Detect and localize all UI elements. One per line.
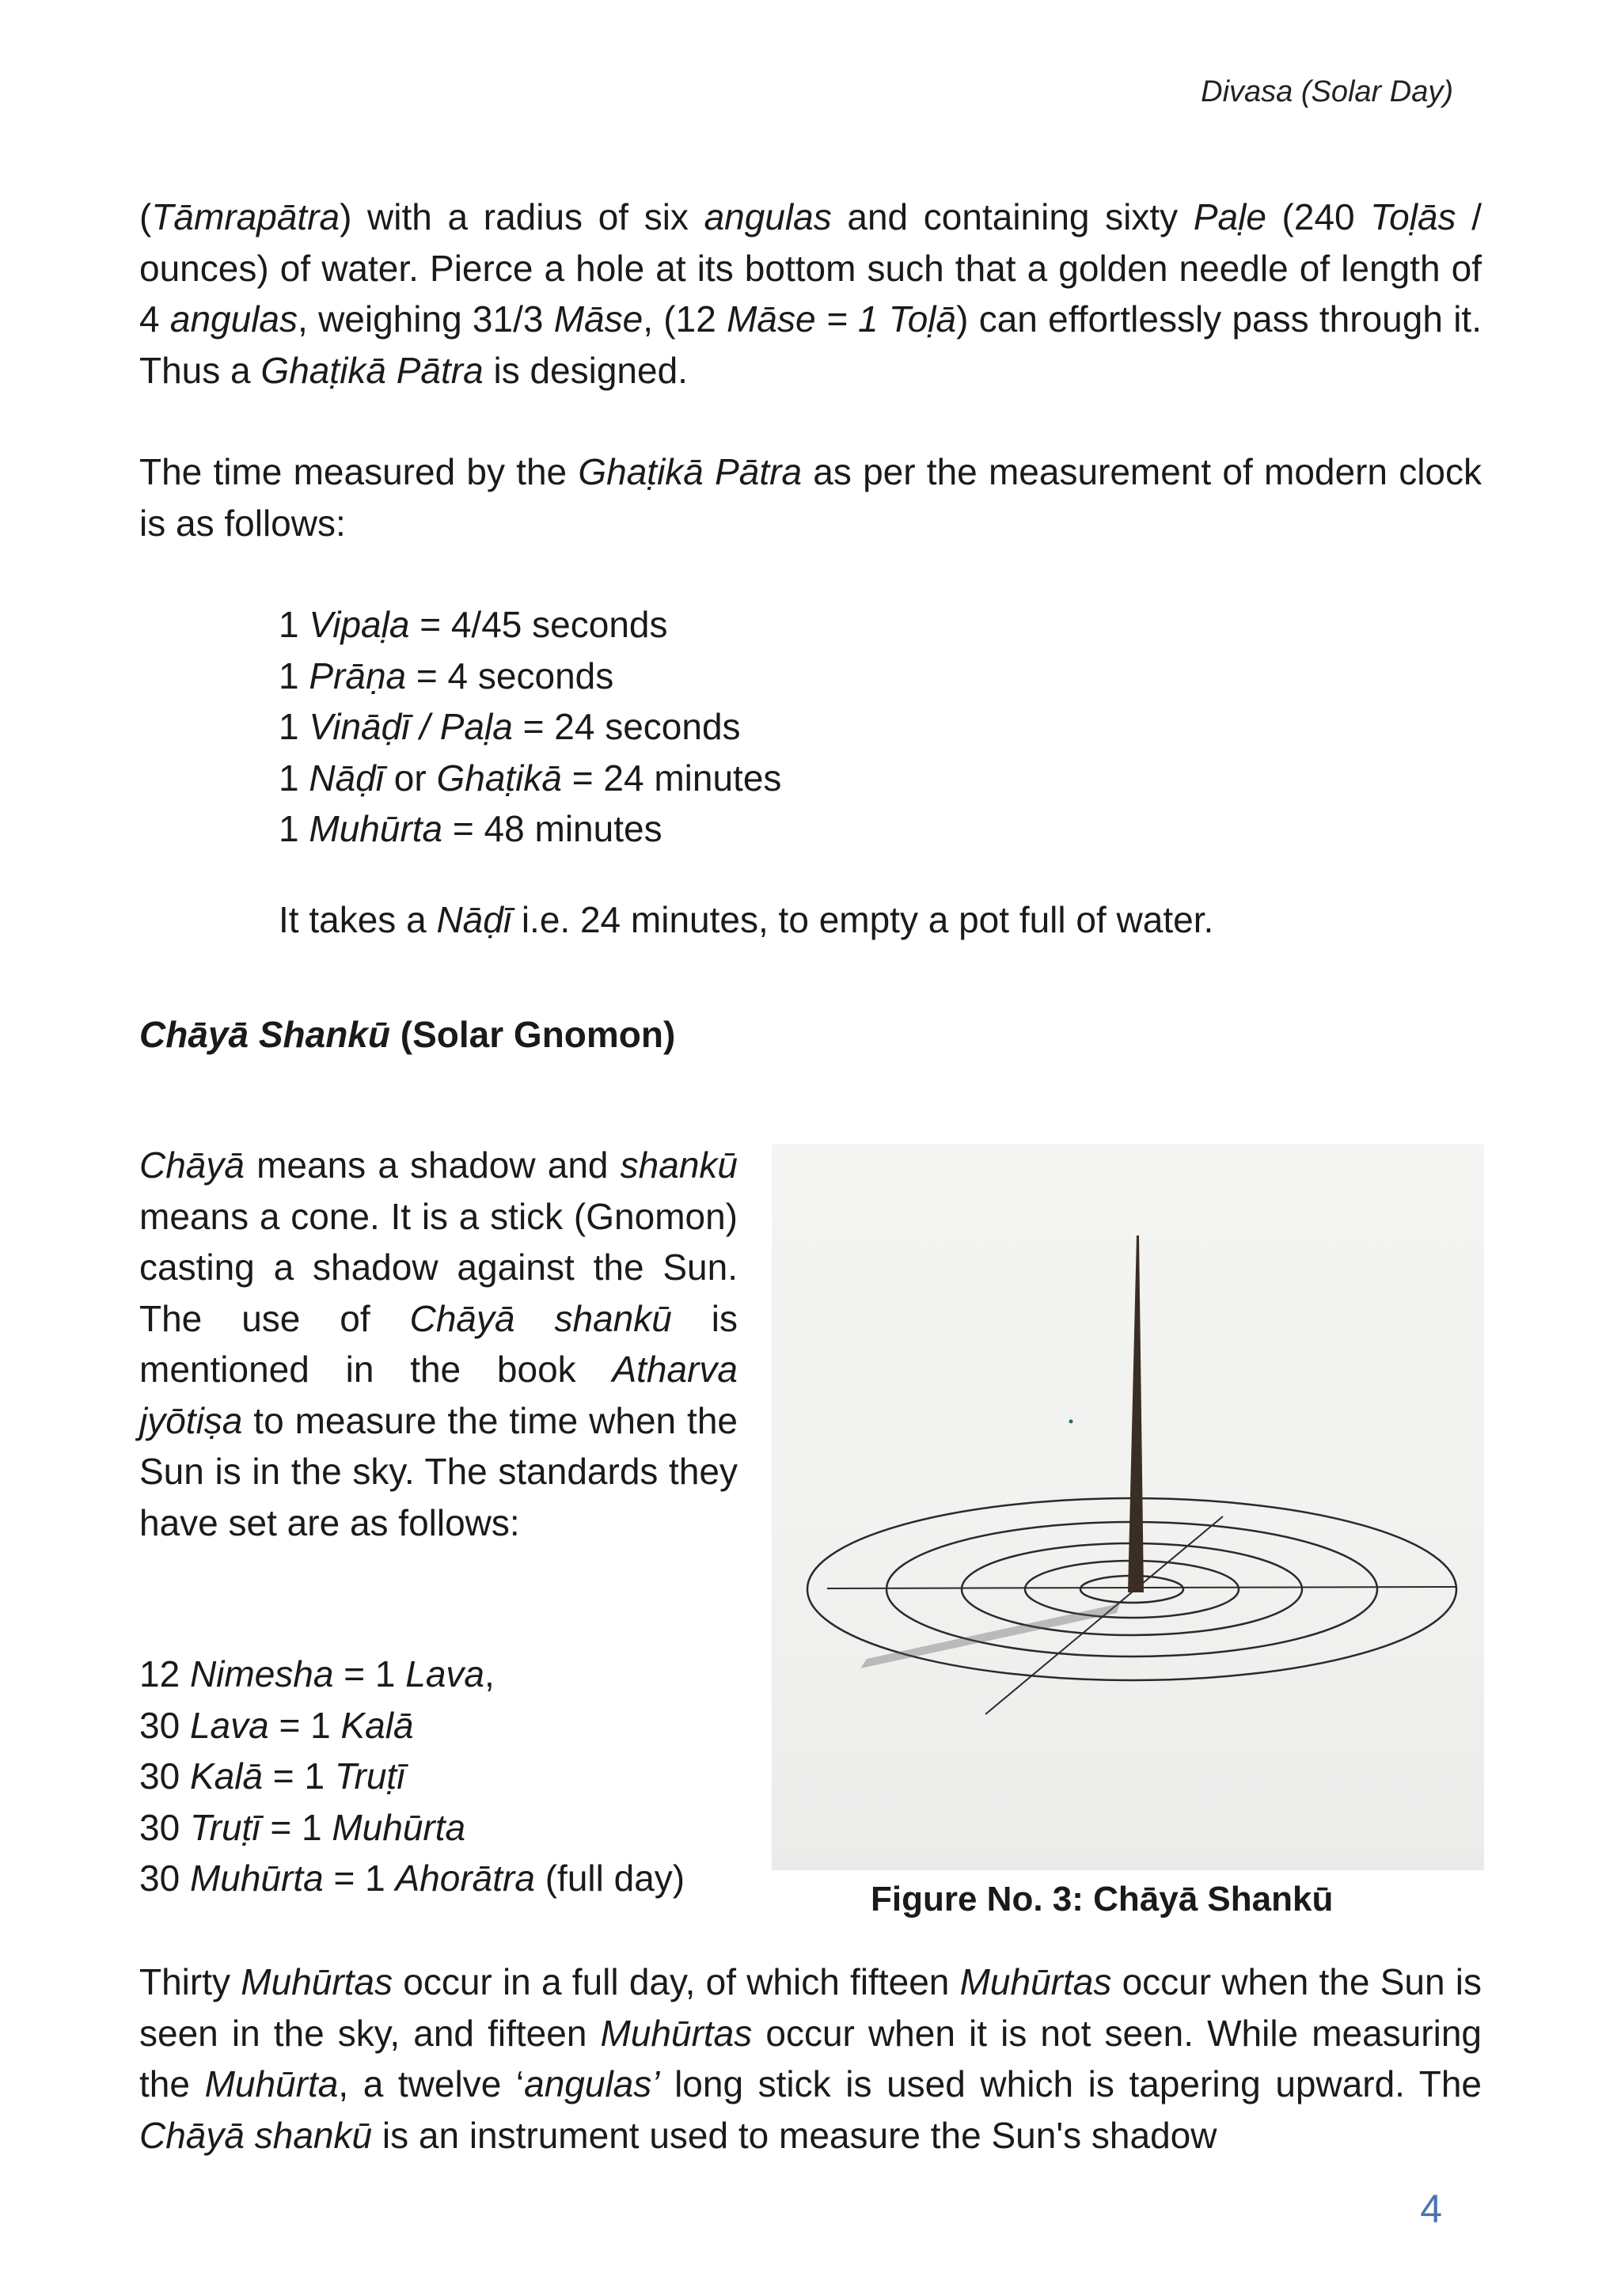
page-number: 4	[1420, 2187, 1442, 2231]
list-item: 30 Kalā = 1 Truṭī	[139, 1755, 405, 1797]
section-heading: Chāyā Shankū (Solar Gnomon)	[139, 1014, 676, 1055]
paragraph-ghatika-patra: (Tāmrapātra) with a radius of six angulas and containing sixty Paḷe (240 Toḷās / ounces) of water. Pierce a hole at its bottom such that a golden needle of length of 4 angulas, weighing 31/3 Māse, (12 Māse = 1 Toḷā) can effortlessly pass through it. Thus a Ghaṭikā Pātra is designed.	[139, 196, 1482, 391]
list-item: 1 Muhūrta = 48 minutes	[279, 808, 662, 849]
gnomon-stick	[1128, 1235, 1144, 1592]
gnomon-drawing	[772, 1144, 1484, 1870]
ink-dot	[1069, 1420, 1073, 1424]
list-item: 1 Nāḍī or Ghaṭikā = 24 minutes	[279, 757, 782, 799]
list-item: 30 Lava = 1 Kalā	[139, 1704, 414, 1746]
time-units-list	[279, 599, 781, 855]
nadi-note: It takes a Nāḍī i.e. 24 minutes, to empty a pot full of water.	[279, 899, 1214, 940]
list-item: 1 Vipaḷa = 4/45 seconds	[279, 604, 668, 645]
paragraph-chaya-meaning: Chāyā means a shadow and shankū means a cone. It is a stick (Gnomon) casting a shadow against the Sun. The use of Chāyā shankū is mentioned in the book Atharva jyōtiṣa to measure the time when the Sun is in the sky. The standards they have set are as follows:	[139, 1144, 738, 1543]
equivalence-list	[139, 1649, 685, 1904]
paragraph-time-measured: The time measured by the Ghaṭikā Pātra as per the measurement of modern clock is as follows:	[139, 451, 1482, 544]
list-item: 30 Truṭī = 1 Muhūrta	[139, 1806, 466, 1848]
figure-caption: Figure No. 3: Chāyā Shankū	[871, 1880, 1334, 1918]
list-item: 30 Muhūrta = 1 Ahorātra (full day)	[139, 1858, 685, 1899]
paragraph-thirty-muhurtas: Thirty Muhūrtas occur in a full day, of which fifteen Muhūrtas occur when the Sun is seen in the sky, and fifteen Muhūrtas occur when it is not seen. While measuring the Muhūrta, a twelve ‘angulas’ long stick is used which is tapering upward. The Chāyā shankū is an instrument used to measure the Sun's shadow	[139, 1961, 1482, 2156]
list-item: 1 Prāṇa = 4 seconds	[279, 655, 614, 696]
list-item: 12 Nimesha = 1 Lava,	[139, 1653, 495, 1694]
gnomon-figure	[772, 1144, 1484, 1870]
running-header: Divasa (Solar Day)	[1201, 75, 1453, 108]
gnomon-shadow	[860, 1603, 1120, 1668]
list-item: 1 Vināḍī / Paḷa = 24 seconds	[279, 706, 741, 747]
